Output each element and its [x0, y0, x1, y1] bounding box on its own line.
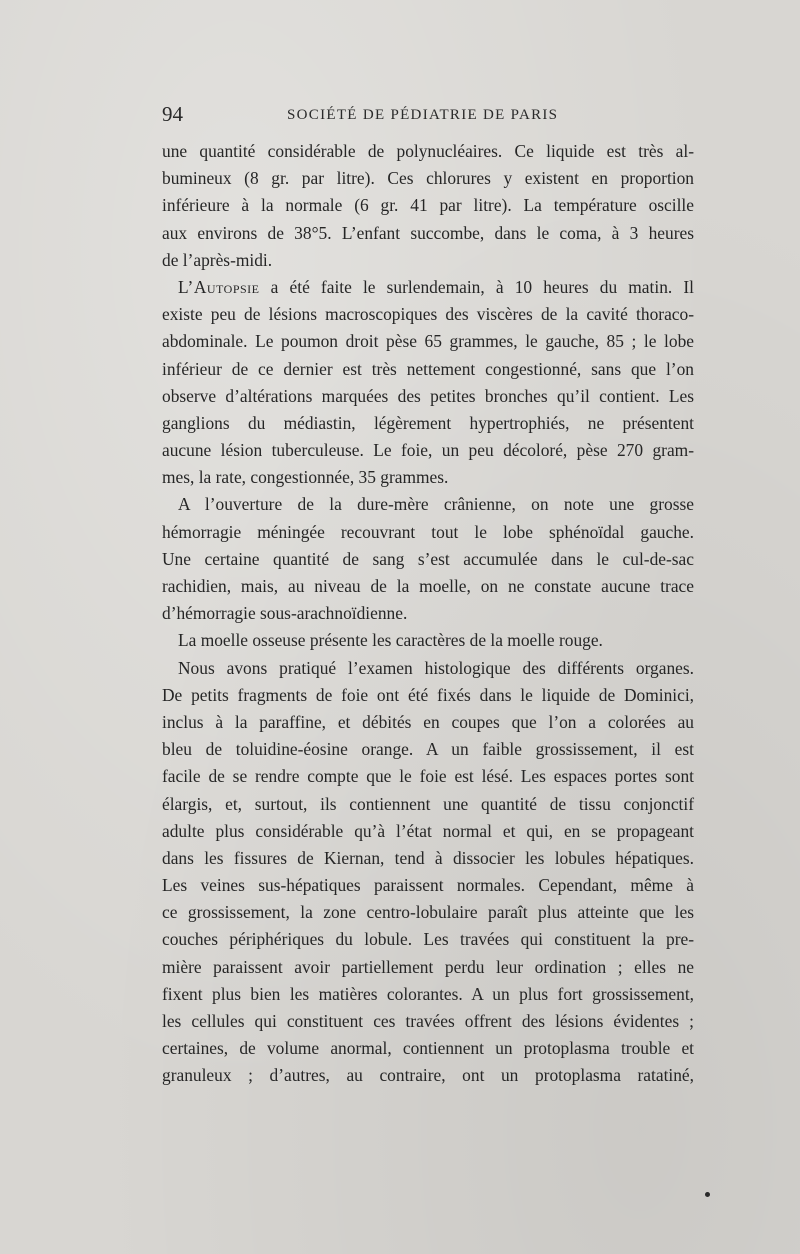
text-line: bumineux (8 gr. par litre). Ces chlorures y existent en proportion — [162, 168, 694, 189]
text-line: dans les fissures de Kiernan, tend à dissocier les lobules hépatiques. — [162, 847, 694, 868]
text-line: adulte plus considérable qu’à l’état normal et qui, en se propageant — [162, 820, 694, 841]
text-line: inférieure à la normale (6 gr. 41 par litre). La température oscille — [162, 195, 694, 216]
running-title: SOCIÉTÉ DE PÉDIATRIE DE PARIS — [287, 107, 559, 123]
text-line: facile de se rendre compte que le foie est lésé. Les espaces portes sont — [162, 766, 694, 787]
text-line: granuleux ; d’autres, au contraire, ont un protoplasma ratatiné, — [162, 1065, 694, 1086]
ink-speck — [705, 1192, 710, 1197]
text-line: fixent plus bien les matières colorantes. A un plus fort grossissement, — [162, 983, 694, 1004]
text-line: abdominale. Le poumon droit pèse 65 grammes, le gauche, 85 ; le lobe — [162, 331, 694, 352]
text-line: de l’après-midi. — [162, 249, 273, 270]
text-line: observe d’altérations marquées des petites bronches qu’il contient. Les — [162, 385, 694, 406]
body-text — [162, 138, 694, 1090]
text-line: une quantité considérable de polynucléaires. Ce liquide est très al- — [162, 141, 694, 161]
text-line: aux environs de 38°5. L’enfant succombe, dans le coma, à 3 heures — [162, 222, 694, 243]
text-line: bleu de toluidine-éosine orange. A un faible grossissement, il est — [162, 739, 694, 760]
text-line: Les veines sus-hépatiques paraissent normales. Cependant, même à — [162, 875, 694, 896]
text-line: ce grossissement, la zone centro-lobulaire paraît plus atteinte que les — [162, 902, 694, 923]
text-line: existe peu de lésions macroscopiques des viscères de la cavité thoraco- — [162, 304, 694, 325]
text-line: mière paraissent avoir partiellement perdu leur ordination ; elles ne — [162, 956, 694, 977]
text-line: couches périphériques du lobule. Les travées qui constituent la pre- — [162, 929, 694, 950]
text-line-rest: a été faite le surlendemain, à 10 heures du matin. Il — [270, 276, 695, 297]
text-line: les cellules qui constituent ces travées offrent des lésions évidentes ; — [162, 1011, 694, 1031]
text-line — [162, 274, 694, 301]
text-line: certaines, de volume anormal, contiennent un protoplasma trouble et — [162, 1038, 694, 1059]
text-line: élargis, et, surtout, ils contiennent une quantité de tissu conjonctif — [162, 793, 694, 814]
text-line: hémorragie méningée recouvrant tout le lobe sphénoïdal gauche. — [162, 521, 694, 542]
page-header — [162, 102, 694, 130]
text-line: ganglions du médiastin, légèrement hypertrophiés, ne présentent — [162, 412, 694, 433]
text-line: inclus à la paraffine, et débités en coupes que l’on a colorées au — [162, 711, 694, 732]
text-line: inférieur de ce dernier est très nettement congestionné, sans que l’on — [162, 358, 694, 379]
text-line: La moelle osseuse présente les caractères de la moelle rouge. — [178, 630, 603, 651]
text-line: aucune lésion tuberculeuse. Le foie, un peu décoloré, pèse 270 gram- — [162, 440, 694, 461]
text-line: rachidien, mais, au niveau de la moelle, on ne constate aucune trace — [162, 576, 694, 596]
text-line: De petits fragments de foie ont été fixés dans le liquide de Dominici, — [162, 684, 694, 705]
text-line: Une certaine quantité de sang s’est accumulée dans le cul-de-sac — [162, 548, 694, 569]
text-line: mes, la rate, congestionnée, 35 grammes. — [162, 467, 449, 488]
autopsie-heading: L’Autopsie — [178, 276, 260, 297]
page-number: 94 — [162, 102, 183, 126]
text-line: A l’ouverture de la dure-mère crânienne, on note une grosse — [178, 494, 694, 515]
text-line: d’hémorragie sous-arachnoïdienne. — [162, 603, 408, 624]
text-line: Nous avons pratiqué l’examen histologique des différents organes. — [178, 657, 694, 678]
